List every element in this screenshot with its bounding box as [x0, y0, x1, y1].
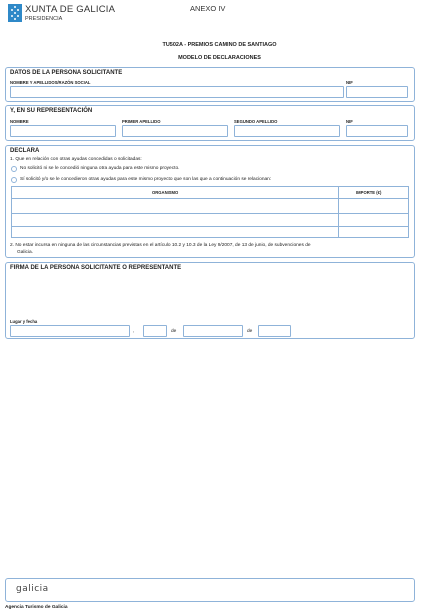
table-row-divider	[12, 226, 408, 227]
department-name: PRESIDENCIA	[25, 16, 63, 22]
declara-item-2-line-2: Galicia.	[17, 250, 33, 255]
rep-nombre-label: NOMBRE	[10, 119, 29, 124]
month-field[interactable]	[183, 325, 243, 337]
declara-item-2-line-1: 2. No estar incursa en ninguna de las circunstancias previstas en el artículo 10.2 y 10.3 de la Ley 9/2007, de 13 de junio, de subvenciones de	[10, 243, 311, 248]
rep-nif-label: NIF	[346, 119, 353, 124]
col-organismo-header: ORGANISMO	[152, 190, 179, 195]
place-field[interactable]	[10, 325, 130, 337]
representative-section	[5, 105, 415, 141]
rep-segundo-apellido-field[interactable]	[234, 125, 340, 137]
footer-box	[5, 578, 415, 602]
applicant-section	[5, 67, 415, 102]
day-field[interactable]	[143, 325, 167, 337]
signature-section	[5, 262, 415, 339]
organization-name: XUNTA DE GALICIA	[25, 4, 116, 15]
table-header	[12, 187, 408, 199]
declara-section-title: DECLARA	[10, 148, 40, 154]
galicia-coat-of-arms-icon	[8, 4, 22, 22]
option-si-radio[interactable]	[11, 177, 17, 183]
option-si-label: Sí solicitó y/o se le concedieron otras ayudas para este mismo proyecto que son las que a continuación se relacionan:	[20, 177, 272, 182]
table-column-divider	[338, 187, 339, 237]
declara-section	[5, 145, 415, 258]
rep-primer-apellido-label: PRIMER APELLIDO	[122, 119, 161, 124]
col-importe-header: IMPORTE (€)	[356, 190, 382, 195]
representative-section-title: Y, EN SU REPRESENTACIÓN	[10, 108, 93, 114]
other-aids-table	[11, 186, 409, 238]
procedure-subtitle: MODELO DE DECLARACIONES	[178, 55, 261, 61]
declara-item-1: 1. Que en relación con otras ayudas concedidas o solicitadas:	[10, 157, 142, 162]
de-label-1: de	[171, 329, 177, 334]
applicant-nif-field[interactable]	[346, 86, 408, 98]
place-date-label: Lugar y fecha	[10, 319, 38, 324]
applicant-name-field[interactable]	[10, 86, 344, 98]
annex-label: ANEXO IV	[190, 4, 226, 13]
rep-segundo-apellido-label: SEGUNDO APELLIDO	[234, 119, 278, 124]
rep-nif-field[interactable]	[346, 125, 408, 137]
applicant-section-title: DATOS DE LA PERSONA SOLICITANTE	[10, 70, 123, 76]
table-row-divider	[12, 213, 408, 214]
applicant-nif-label: NIF	[346, 80, 353, 85]
signature-section-title: FIRMA DE LA PERSONA SOLICITANTE O REPRESENTANTE	[10, 265, 182, 271]
year-field[interactable]	[258, 325, 291, 337]
option-no-radio[interactable]	[11, 166, 17, 172]
option-no-label: No solicitó ni se le concedió ninguna otra ayuda para este mismo proyecto.	[20, 166, 180, 171]
rep-nombre-field[interactable]	[10, 125, 116, 137]
de-label-2: de	[247, 329, 253, 334]
agency-name: Agencia Turismo de Galicia	[5, 605, 68, 610]
comma-separator: ,	[133, 329, 135, 334]
applicant-name-label: NOMBRE Y APELLIDOS/RAZÓN SOCIAL	[10, 80, 91, 85]
rep-primer-apellido-field[interactable]	[122, 125, 228, 137]
galicia-logo: galicia	[16, 584, 49, 594]
procedure-title: TU502A - PREMIOS CAMINO DE SANTIAGO	[162, 42, 277, 48]
